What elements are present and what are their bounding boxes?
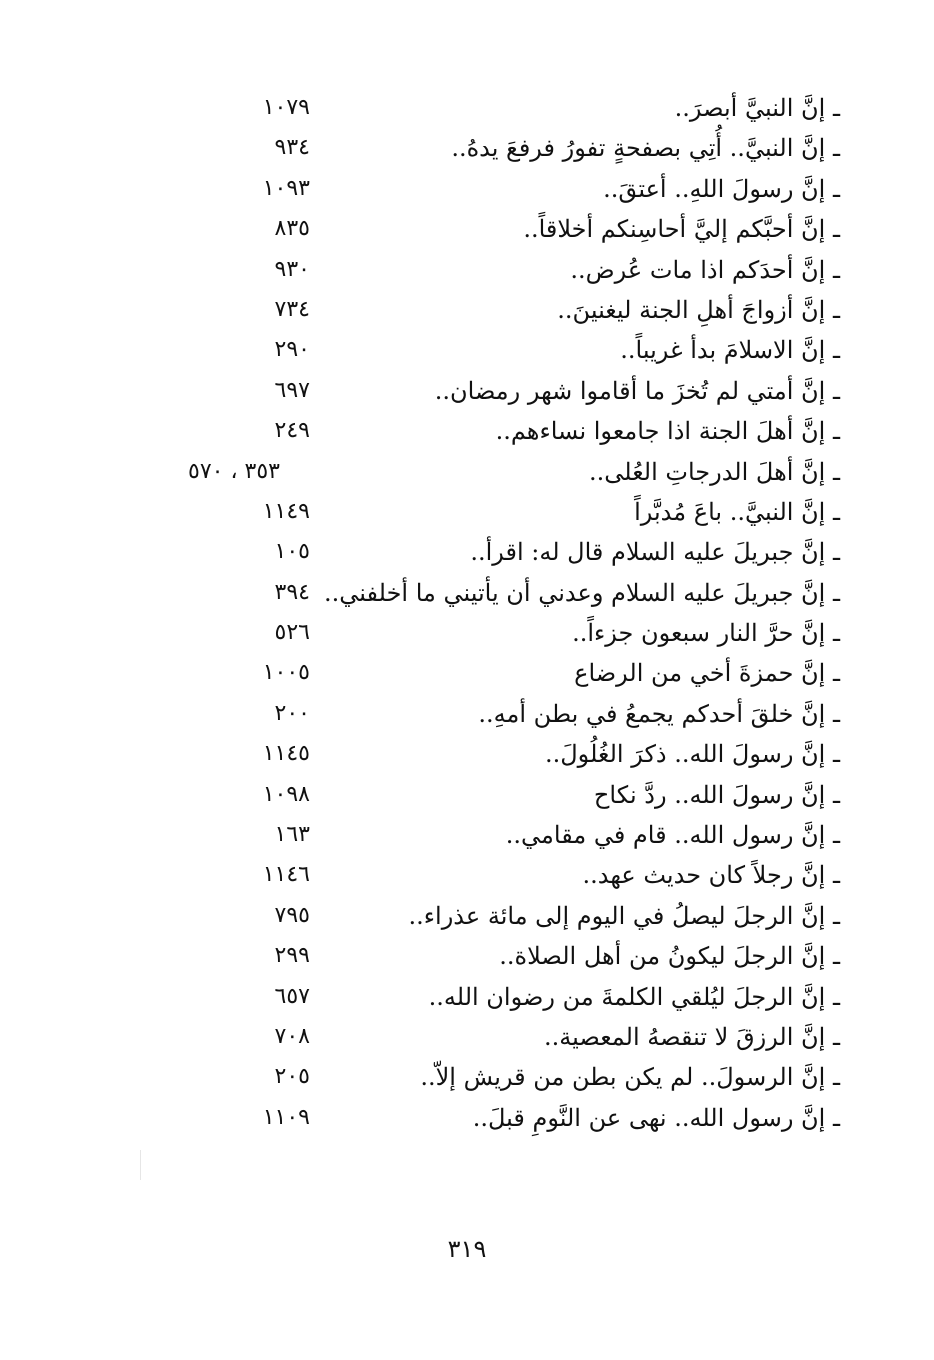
index-entry [150,896,840,936]
index-entry [150,452,840,492]
entry-text: ـ إنَّ رسول الله.. قام في مقامي.. [505,821,840,850]
entry-page-number: ١٠٩٣ [262,175,310,201]
entry-text: ـ إنَّ الرجلَ ليصلُ في اليوم إلى مائة عذراء.. [408,901,840,930]
entry-text: ـ إنَّ حمزةَ أخي من الرضاع [574,659,840,688]
index-entry [150,613,840,653]
entry-text: ـ إنَّ أحدَكم اذا مات عُرض.. [570,255,840,284]
entry-page-number: ١٠٩٨ [262,781,310,807]
entry-page-number: ١٠٠٥ [262,660,310,686]
entry-page-number: ٢٩٩ [274,943,310,969]
index-entry [150,411,840,451]
entry-text: ـ إنَّ النبيَّ أبصرَ.. [674,94,840,122]
entry-text: ـ إنَّ رجلاً كان حديث عهد.. [582,861,840,890]
index-entry [150,694,840,734]
entry-page-number: ١٠٥ [274,539,310,565]
entry-text: ـ إنَّ الرزقَ لا تنقصهُ المعصية.. [544,1022,840,1051]
entry-page-number: ٧٩٥ [274,902,310,928]
index-entry [150,1017,840,1057]
entry-text: ـ إنَّ جبريلَ عليه السلام وعدني أن يأتيني ما أخلفني.. [323,578,840,607]
index-entry [150,573,840,613]
entry-page-number: ٩٣٤ [274,135,310,161]
entry-text: ـ إنَّ الرجلَ ليُلقي الكلمةَ من رضوان الله.. [428,982,840,1011]
entry-page-number: ٨٣٥ [274,216,310,242]
index-entry [150,169,840,209]
entry-page-number: ٥٢٦ [274,620,310,646]
entry-text: ـ إنَّ الرجلَ ليكونُ من أهل الصلاة.. [499,942,840,971]
entry-page-number: ٣٥٣ ، ٥٧٠ [188,458,280,484]
entry-text: ـ إنَّ النبيَّ.. باعَ مُدبَّراً [634,497,840,526]
entry-text: ـ إنَّ الاسلامَ بدأ غريباً.. [620,336,840,365]
index-entry [150,1098,840,1138]
entry-page-number: ٢٤٩ [274,418,310,444]
index-entry [150,250,840,290]
index-entry [150,734,840,774]
hadith-index-list [150,88,840,1138]
page-number: ٣١٩ [447,1235,487,1263]
entry-page-number: ٦٥٧ [274,983,310,1009]
index-entry [150,88,840,128]
index-entry [150,128,840,168]
entry-page-number: ١٠٧٩ [262,95,310,120]
entry-text: ـ إنَّ رسولَ الله.. ردَّ نكاح [593,780,840,809]
entry-page-number: ٧٣٤ [274,296,310,322]
entry-page-number: ١١٤٩ [262,498,310,524]
index-entry [150,815,840,855]
entry-page-number: ٢٠٥ [274,1064,310,1090]
entry-text: ـ إنَّ رسولَ اللهِ.. أعتقَ.. [603,174,840,203]
entry-text: ـ إنَّ رسول الله.. نهى عن النَّومِ قبلَ.. [472,1103,840,1132]
entry-page-number: ٢٠٠ [274,700,310,726]
entry-page-number: ١١٤٥ [262,741,310,767]
index-entry [150,775,840,815]
entry-page-number: ٢٩٠ [274,337,310,363]
entry-page-number: ٦٩٧ [274,377,310,403]
entry-text: ـ إنَّ جبريلَ عليه السلام قال له: اقرأ.. [470,538,840,567]
index-entry [150,936,840,976]
entry-text: ـ إنَّ الرسولَ.. لم يكن بطن من قريش إلاّ.. [420,1063,840,1092]
entry-page-number: ١١٤٦ [262,862,310,888]
index-entry [150,290,840,330]
entry-text: ـ إنَّ رسولَ الله.. ذكرَ الغُلُولَ.. [544,740,840,769]
entry-page-number: ٧٠٨ [274,1023,310,1049]
index-entry [150,209,840,249]
entry-text: ـ إنَّ أحبَّكم إليَّ أحاسِنكم أخلاقاً.. [523,215,840,244]
margin-mark [140,1150,141,1180]
entry-text: ـ إنَّ أهلَ الدرجاتِ العُلى.. [588,457,840,486]
entry-text: ـ إنَّ أهلَ الجنة اذا جامعوا نساءهم.. [495,417,840,446]
entry-page-number: ١٦٣ [274,822,310,848]
index-entry [150,977,840,1017]
entry-text: ـ إنَّ أزواجَ أهلِ الجنة ليغنينَ.. [557,295,840,324]
entry-text: ـ إنَّ خلقَ أحدكم يجمعُ في بطن أمهِ.. [478,699,840,728]
index-entry [150,855,840,895]
index-entry [150,653,840,693]
index-entry [150,371,840,411]
index-entry [150,532,840,572]
entry-text: ـ إنَّ حرَّ النار سبعون جزءاً.. [572,619,840,648]
index-entry [150,330,840,370]
index-entry [150,1057,840,1097]
entry-page-number: ٣٩٤ [274,579,310,605]
index-entry [150,492,840,532]
entry-text: ـ إنَّ أمتي لم تُخزَ ما أقاموا شهر رمضان.. [434,376,840,405]
entry-text: ـ إنَّ النبيَّ.. أُتِي بصفحةٍ تفورُ فرفعَ يدهُ.. [451,134,840,163]
entry-page-number: ١١٠٩ [262,1104,310,1130]
entry-page-number: ٩٣٠ [274,256,310,282]
